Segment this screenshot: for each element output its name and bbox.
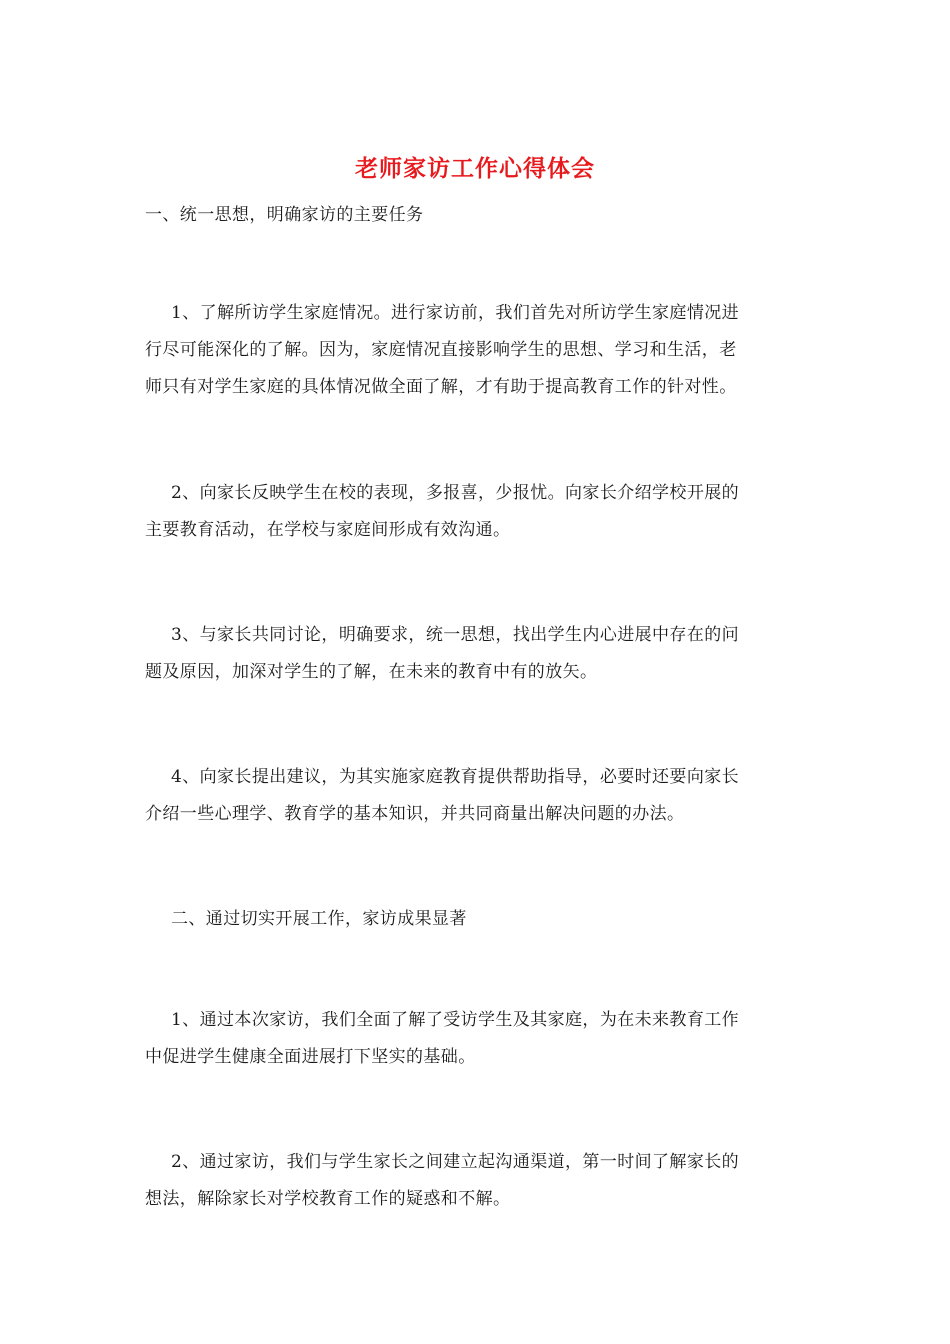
paragraph-2-line-1: 2、向家长反映学生在校的表现，多报喜，少报忧。向家长介绍学校开展的 <box>171 483 740 503</box>
paragraph-1-line-3: 师只有对学生家庭的具体情况做全面了解，才有助于提高教育工作的针对性。 <box>145 377 737 397</box>
paragraph-5-line-1: 1、通过本次家访，我们全面了解了受访学生及其家庭，为在未来教育工作 <box>171 1010 740 1030</box>
section-heading-2: 二、通过切实开展工作，家访成果显著 <box>171 909 467 929</box>
paragraph-4-line-2: 介绍一些心理学、教育学的基本知识，并共同商量出解决问题的办法。 <box>145 804 685 824</box>
paragraph-3-line-2: 题及原因，加深对学生的了解，在未来的教育中有的放矢。 <box>145 662 598 682</box>
paragraph-3-line-1: 3、与家长共同讨论，明确要求，统一思想，找出学生内心进展中存在的问 <box>171 625 740 645</box>
section-heading-1: 一、统一思想，明确家访的主要任务 <box>145 205 424 225</box>
paragraph-6-line-1: 2、通过家访，我们与学生家长之间建立起沟通渠道，第一时间了解家长的 <box>171 1152 740 1172</box>
document-title: 老师家访工作心得体会 <box>355 155 595 182</box>
paragraph-6-line-2: 想法，解除家长对学校教育工作的疑惑和不解。 <box>145 1189 511 1209</box>
paragraph-5-line-2: 中促进学生健康全面进展打下坚实的基础。 <box>145 1047 476 1067</box>
paragraph-1-line-1: 1、了解所访学生家庭情况。进行家访前，我们首先对所访学生家庭情况进 <box>171 303 740 323</box>
paragraph-4-line-1: 4、向家长提出建议，为其实施家庭教育提供帮助指导，必要时还要向家长 <box>171 767 740 787</box>
paragraph-1-line-2: 行尽可能深化的了解。因为，家庭情况直接影响学生的思想、学习和生活，老 <box>145 340 737 360</box>
paragraph-2-line-2: 主要教育活动，在学校与家庭间形成有效沟通。 <box>145 520 511 540</box>
